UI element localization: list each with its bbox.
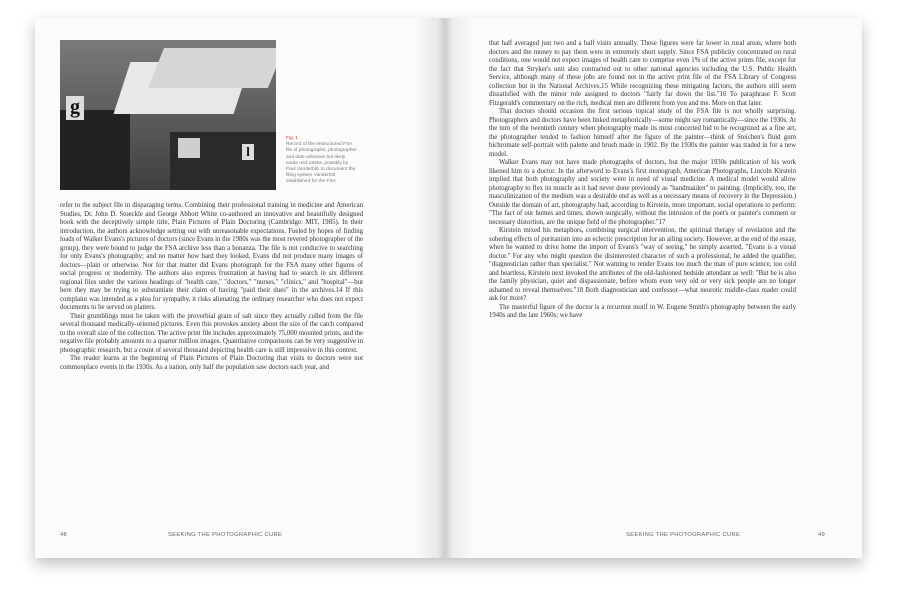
figure-caption-text: Record of the restructured FSA file of photographs; photographer and date unknown but likely made mid-1940s, possibly by Paul Vanderbilt, to document the filing system Vanderbilt established for the FSA <box>286 142 357 185</box>
file-cabinet-photo <box>60 40 276 190</box>
body-paragraph: Their grumblings must be taken with the proverbial grain of salt since they actually culled from the file several thousand medically-oriented pictures. Even this provokes anxiety about the size of the catch compared to the overall size of the collection. The active print file includes approximately 75,000 mounted prints, and the negative file probably amounts to a quarter million images. Quantitative comparisons can be very suggestive in photographic research, but a count of several thousand depicting health care is still impressive in this context. <box>60 312 363 354</box>
figure-number: Fig. 1 <box>286 136 298 141</box>
body-paragraph: refer to the subject file in disparaging terms. Combining their professional training in medicine and American Studies, Dr. John D. Stoeckle and George Abbott White co-authored an innovative and beautifully designed book with the deceptively simple title, Plain Pictures of Plain Doctoring (Cambridge: MIT, 1985). In their introduction, the authors acknowledge setting out with unreasonable expectations. Fueled by hopes of finding loads of Walker Evans's pictures of doctors (since Evans in the 1980s was the most revered photographer of the group), they were bound to judge the FSA archive less than a bonanza. The file is not conducive to searching for only Evans's photography; and no matter how hard they looked, Evans did not produce many images of doctors—plain or otherwise. Nor for that matter did Evans photograph for the FSA many other figures of social progress or modernity. The authors also express frustration at having had to search in six different regional files under the various headings of "health care," "doctors," "nurses," "clinics," and "hospital"—but here they may be trying to substantiate their claim of having "paid their dues" in the archives.14 If this complaint was intended as a plea for sympathy, it risks alienating the ordinary researcher who does not expect documents to be served on platters. <box>60 202 363 311</box>
drawer-label-g: g <box>66 96 84 120</box>
right-page <box>440 18 862 558</box>
book-spread <box>35 18 862 558</box>
drawer-label-l: l <box>242 144 254 160</box>
body-paragraph: Walker Evans may not have made photographs of doctors, but the major 1930s publication of his work likened him to a doctor. In the afterword to Evans's first monograph, American Photographs, Lincoln Kirstein implied that both photography and society were in need of visual medicine. A medical model would allow photography to flex its muscle as it had never done previously as "handmaiden" to painting. (Implicitly, too, the masculinization of the medium was a desirable end as well as a necessary means of recovery in the Depression.) Outside the domain of art, photography had, according to Kirstein, more important, social operations to perform: "The fact of our homes and times, shown surgically, without the intrusion of the poet's or painter's comment or necessary distortion, are the unique field of the photographer."17 <box>489 159 796 226</box>
figure-caption <box>286 136 358 186</box>
left-body-text <box>60 202 363 372</box>
running-head: SEEKING THE PHOTOGRAPHIC CURE <box>626 532 741 538</box>
running-head: SEEKING THE PHOTOGRAPHIC CURE <box>168 532 283 538</box>
body-paragraph: Kirstein mixed his metaphors, combining surgical intervention, the spiritual therapy of revelation and the sobering effects of puritanism into an eclectic prescription for an ailing society. However, at the end of the essay, when he wanted to drive home the import of Evans's "way of seeing," he simply asserted, "Evans is a visual doctor." For any who might question the disinterested character of such a professional, he added the qualifier, "diagnostician rather than specialist." Not wanting to render Evans too much the man of pure science, too cold and heartless, Kirstein next invoked the attributes of the old-fashioned bedside attendant as well: "But he is also the family physician, quiet and dispassionate, before whom even very old or very sick people are no longer ashamed to reveal themselves."18 Both diagnostician and confessor—what neurotic middle-class reader could ask for more? <box>489 227 796 302</box>
body-paragraph: That doctors should occasion the first serious topical study of the FSA file is not wholly surprising. Photographers and doctors have been linked metaphorically—some might say romantically—since the 1930s. At the turn of the twentieth century when photography made its most concerted bid to be recognized as a fine art, the photographer tended to fashion himself after the figure of the painter—think of Steichen's fluid gum bichromate self-portrait with palette and brush made in 1902. By the 1930s the painter was traded in for a new model. <box>489 108 796 158</box>
body-paragraph: The masterful figure of the doctor is a recurrent motif in W. Eugene Smith's photography between the early 1940s and the late 1960s; we have <box>489 303 796 319</box>
body-paragraph: that half averaged just two and a half visits annually. These figures were far lower in rural areas, where both doctors and the money to pay them were in extremely short supply. Since FSA publicity concentrated on rural conditions, one would not expect images of health care to comprise even 1% of the active prints file, except for the fact that Stryker's unit also contracted out to other national agencies including the U.S. Public Health Service, although many of these jobs are found not in the active print file of the FSA Library of Congress collection but in the National Archives.15 While recognizing these mitigating factors, the authors still seem dissatisfied with the minor role assigned to doctors "fairly far down the list."16 To paraphrase F. Scott Fitzgerald's commentary on the rich, medical men are different from you and me. More on that later. <box>489 40 796 107</box>
page-number: 48 <box>60 532 68 538</box>
right-body-text <box>489 40 796 321</box>
left-page <box>35 18 440 558</box>
body-paragraph: The reader learns at the beginning of Plain Pictures of Plain Doctoring that visits to doctors were not commonplace events in the 1930s. As a nation, only half the population saw doctors each year, and <box>60 355 363 371</box>
page-number: 49 <box>818 532 826 538</box>
